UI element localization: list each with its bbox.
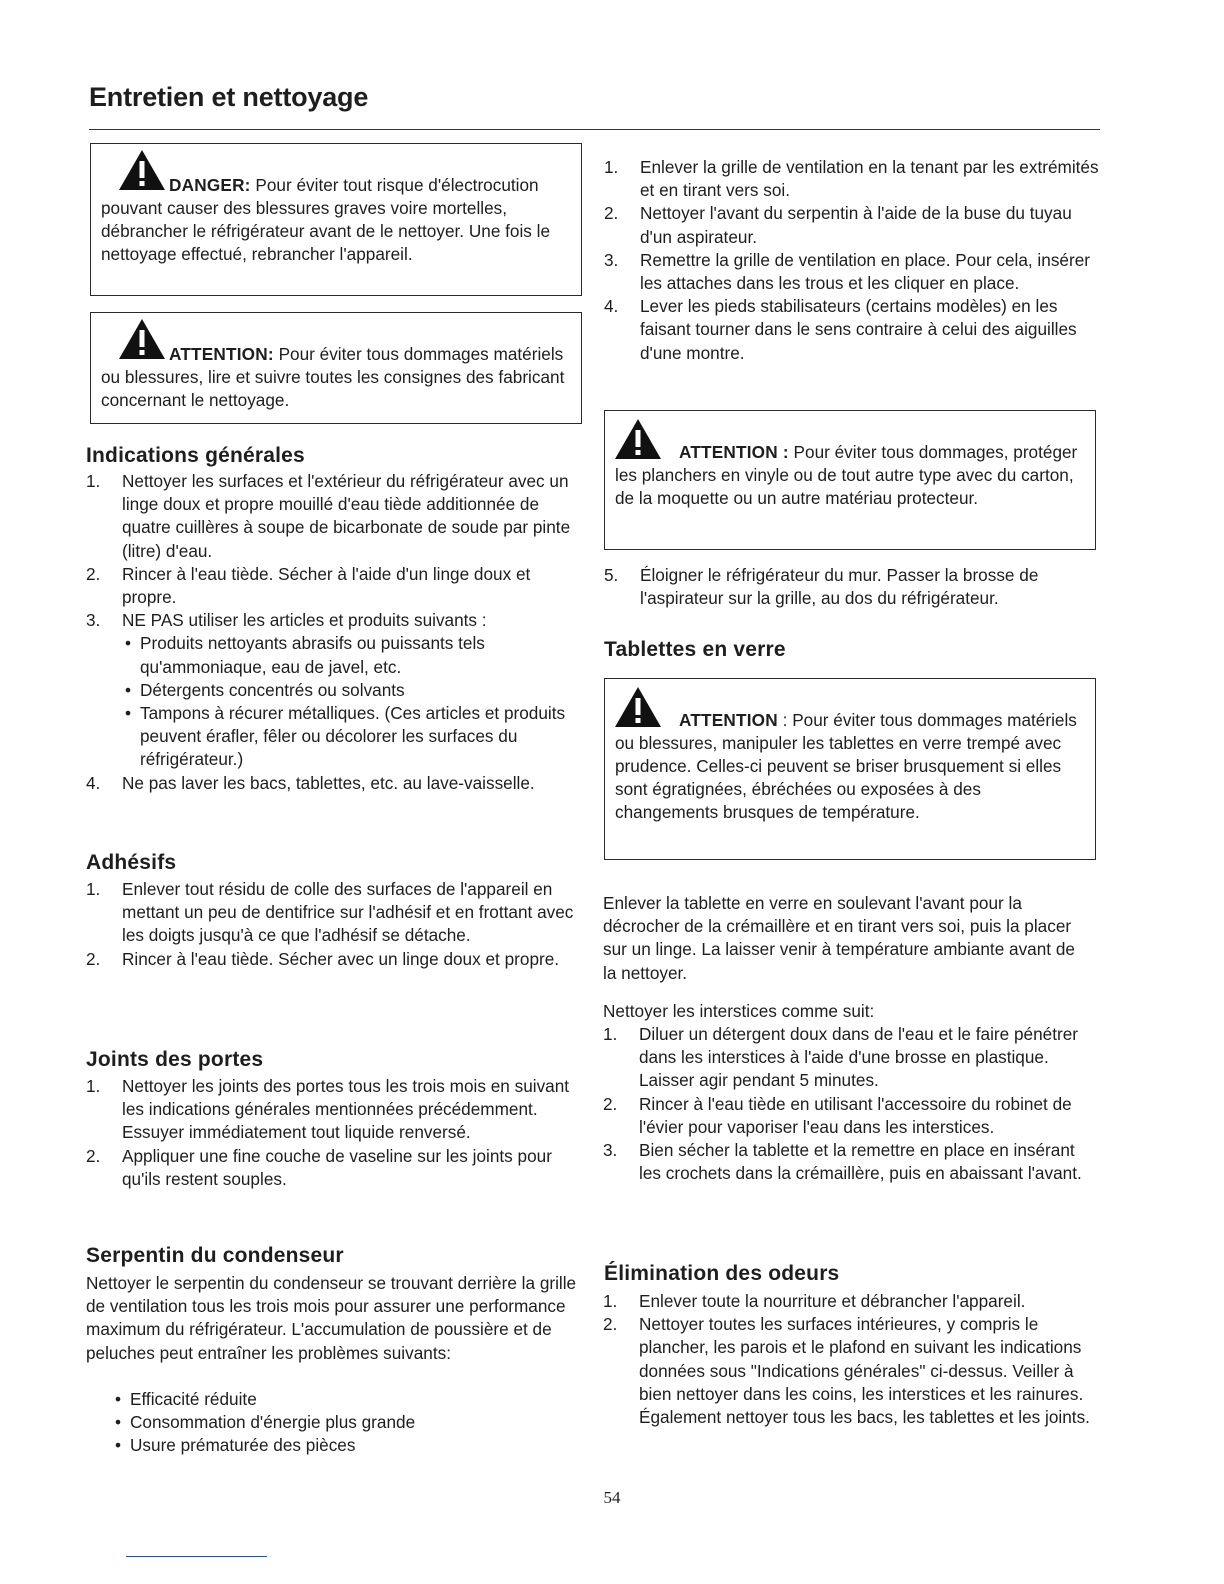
attention-cleaning-box (90, 312, 582, 424)
list-item: 1. Enlever tout résidu de colle des surfaces de l'appareil en mettant un peu de dentifrice sur l'adhésif et en frottant avec les doigts jusqu'à ce que l'adhésif se détache. (86, 879, 574, 946)
heading-general: Indications générales (86, 444, 305, 467)
condenser-bullets (112, 1388, 572, 1458)
list-item: 2. Appliquer une fine couche de vaseline sur les joints pour qu'ils restent souples. (86, 1145, 552, 1189)
bullet-item: • Consommation d'énergie plus grande (112, 1411, 572, 1434)
condenser-intro: Nettoyer le serpentin du condenseur se trouvant derrière la grille de ventilation tous les trois mois pour assurer une performance maximum du réfrigérateur. L'accumulation de poussière et de peluches peut entraîner les problèmes suivants: (86, 1273, 577, 1363)
heading-odors: Élimination des odeurs (604, 1262, 840, 1285)
list-item: 4. Ne pas laver les bacs, tablettes, etc. au lave-vaisselle. (86, 772, 535, 793)
list-item: 1. Enlever la grille de ventilation en la tenant par les extrémités et en tirant vers soi. (604, 157, 1099, 201)
glass-para-1: Enlever la tablette en verre en soulevant l'avant pour la décrocher de la crémaillère et en tirant vers soi, puis la placer sur un linge. La laisser venir à température ambiante avant de la nettoyer. (603, 893, 1075, 983)
list-item: 2. Nettoyer l'avant du serpentin à l'aide de la buse du tuyau d'un aspirateur. (604, 203, 1072, 247)
warning-triangle-icon (117, 317, 167, 361)
attention-glass-text: : Pour éviter tous dommages matériels ou blessures, manipuler les tablettes en verre trempé avec prudence. Celles-ci peuvent se briser brusquement si elles sont égratignées, ébréchées ou exposées à des changements brusques de température. (615, 710, 1077, 822)
attention-floors-text: Pour éviter tous dommages, protéger les planchers en vinyle ou de tout autre type avec du carton, de la moquette ou un autre matériau protecteur. (615, 442, 1078, 508)
bullet-item: • Détergents concentrés ou solvants (122, 679, 576, 702)
list-item: 2. Rincer à l'eau tiède. Sécher à l'aide d'un linge doux et propre. (86, 563, 531, 608)
title-rule (89, 129, 1100, 130)
warning-triangle-icon (117, 148, 167, 192)
bullet-list (122, 632, 576, 771)
list-item: 3. Remettre la grille de ventilation en place. Pour cela, insérer les attaches dans les trous et les cliquer en place. (604, 249, 1090, 294)
bullet-item: • Efficacité réduite (112, 1388, 572, 1411)
list-item: 2. Nettoyer toutes les surfaces intérieures, y compris le plancher, les parois et le plafond en suivant les indications données sous "Indications générales" ci-dessus. Veiller à bien nettoyer dans les coins, les interstices et les rainures. Également nettoyer tous les bacs, les tablettes et les joints. (603, 1314, 1090, 1428)
list-item: 2. Rincer à l'eau tiède en utilisant l'accessoire du robinet de l'évier pour vaporiser l'eau dans les interstices. (603, 1093, 1072, 1137)
warning-triangle-icon (613, 417, 663, 461)
attention-glass-box (604, 678, 1096, 860)
list-item: 2. Rincer à l'eau tiède. Sécher avec un linge doux et propre. (86, 948, 560, 969)
list-item: 1. Nettoyer les joints des portes tous les trois mois en suivant les indications générales mentionnées précédemment. Essuyer immédiatement tout liquide renversé. (86, 1076, 570, 1143)
heading-glass-shelves: Tablettes en verre (604, 638, 786, 661)
bullet-item: • Usure prématurée des pièces (112, 1434, 572, 1457)
footer-rule (126, 1556, 267, 1557)
warning-triangle-icon (613, 685, 663, 729)
bullet-item: • Tampons à récurer métalliques. (Ces articles et produits peuvent érafler, fêler ou décolorer les surfaces du réfrigérateur.) (122, 702, 576, 772)
condenser-steps (604, 156, 1100, 365)
attention-keyword: ATTENTION (679, 710, 778, 730)
danger-text: Pour éviter tout risque d'électrocution pouvant causer des blessures graves voire mortelles, débrancher le réfrigérateur avant de le nettoyer. Une fois le nettoyage effectué, rebrancher l'appareil. (101, 175, 551, 264)
attention-cleaning-text: Pour éviter tous dommages matériels ou blessures, lire et suivre toutes les consignes des fabricant concernant le nettoyage. (101, 344, 565, 410)
adhesives-list (86, 878, 582, 971)
heading-door-seals: Joints des portes (86, 1048, 264, 1071)
attention-keyword: ATTENTION : (679, 442, 789, 462)
glass-list (603, 1023, 1093, 1185)
list-item: 4. Lever les pieds stabilisateurs (certains modèles) en les faisant tourner dans le sens contraire à celui des aiguilles d'une montre. (604, 296, 1077, 363)
danger-box (90, 143, 582, 296)
odors-list (603, 1290, 1093, 1429)
page-number: 54 (603, 1488, 621, 1507)
list-item: 1. Nettoyer les surfaces et l'extérieur du réfrigérateur avec un linge doux et propre mouillé d'eau tiède additionnée de quatre cuillères à soupe de bicarbonate de soude par pinte (litre) d'eau. (86, 471, 571, 561)
condenser-step5 (604, 564, 1100, 610)
attention-floors-box (604, 410, 1096, 550)
glass-para-2: Nettoyer les interstices comme suit: (603, 1001, 875, 1021)
attention-keyword: ATTENTION: (169, 344, 274, 364)
danger-keyword: DANGER: (169, 175, 251, 195)
door-seals-list (86, 1075, 576, 1191)
list-item: 1. Diluer un détergent doux dans de l'eau et le faire pénétrer dans les interstices à l'aide d'une brosse en plastique. Laisser agir pendant 5 minutes. (603, 1024, 1078, 1091)
list-item: 5. Éloigner le réfrigérateur du mur. Passer la brosse de l'aspirateur sur la grille, au dos du réfrigérateur. (604, 565, 1039, 609)
bullet-item: • Produits nettoyants abrasifs ou puissants tels qu'ammoniaque, eau de javel, etc. (122, 632, 576, 678)
heading-condenser: Serpentin du condenseur (86, 1244, 344, 1267)
general-list (86, 470, 576, 795)
list-item: 3. Bien sécher la tablette et la remettre en place en insérant les crochets dans la crémaillère, puis en abaissant l'avant. (603, 1140, 1082, 1184)
list-item: 1. Enlever toute la nourriture et débrancher l'appareil. (603, 1291, 1026, 1311)
heading-adhesives: Adhésifs (86, 851, 177, 874)
page-title: Entretien et nettoyage (89, 82, 369, 112)
list-item: 3. NE PAS utiliser les articles et produits suivants : • Produits nettoyants abrasifs ou puissants tels qu'ammoniaque, eau de javel, etc. • Détergents concentrés ou solvants • Tampons à récurer métalliques. (Ces articles et produits peuvent érafler, fêler ou décolorer les surfaces du réfrigérateur.) (86, 609, 576, 771)
